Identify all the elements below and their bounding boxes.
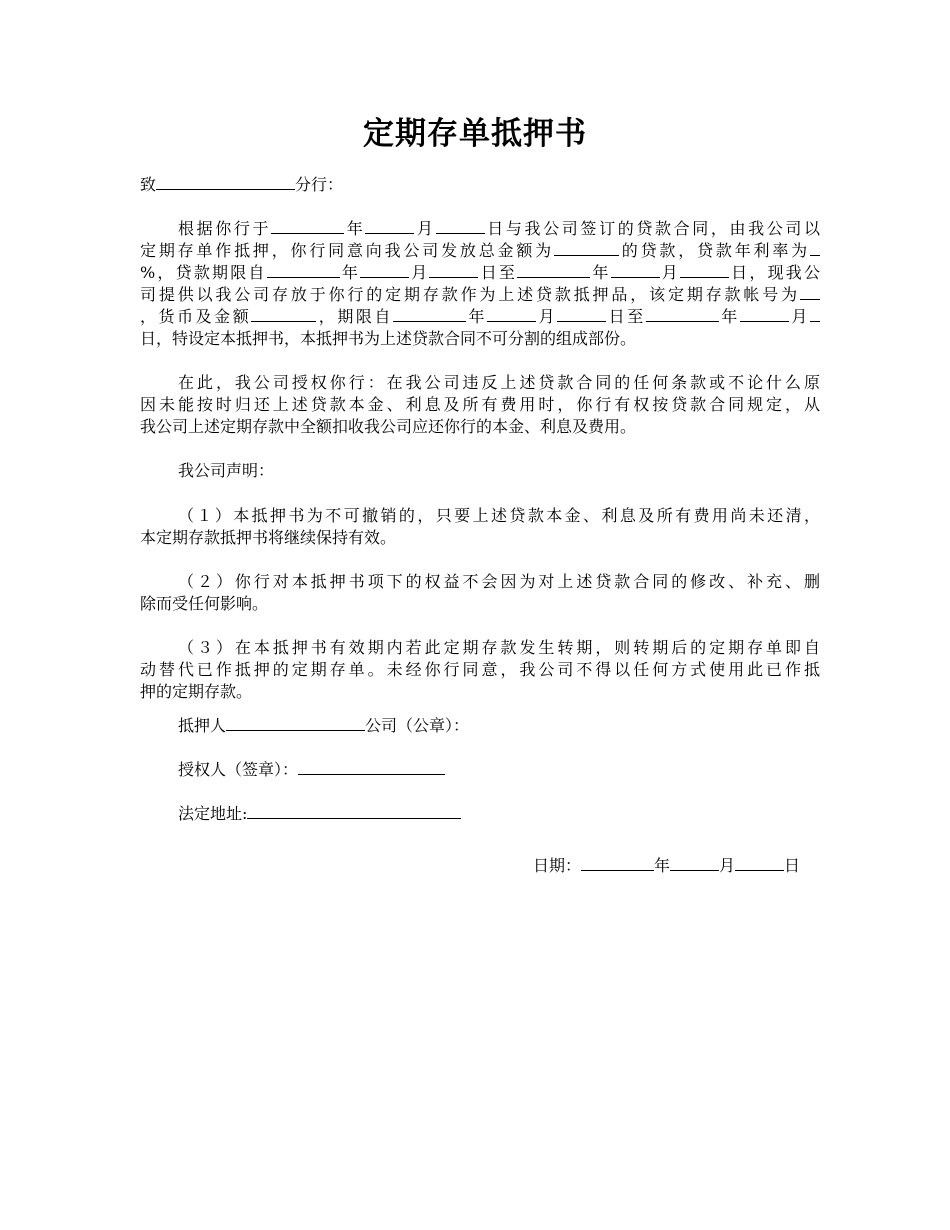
- clause3-line2: 动替代已作抵押的定期存单。未经你行同意，我公司不得以任何方式使用此已作抵: [140, 660, 820, 679]
- legal-address-line: 法定地址:: [178, 803, 461, 824]
- authorized-signature-blank[interactable]: [298, 759, 445, 775]
- paragraph1-line1: 根据你行于 年 月 日与我公司签订的贷款合同，由我公司以: [178, 219, 820, 238]
- term-start-month-blank[interactable]: [360, 262, 409, 278]
- deposit-start-year-blank[interactable]: [393, 306, 466, 322]
- legal-address-blank[interactable]: [247, 803, 461, 819]
- clause2-line1: （２）你行对本抵押书项下的权益不会因为对上述贷款合同的修改、补充、删: [178, 572, 820, 591]
- deposit-end-day-blank[interactable]: [810, 306, 820, 322]
- clause2-line2: 除而受任何影响。: [140, 594, 269, 613]
- authorized-person-line: 授权人（签章）：: [178, 759, 445, 780]
- paragraph1-line6: 日，特设定本抵押书，本抵押书为上述贷款合同不可分割的组成部份。: [140, 329, 637, 348]
- term-start-day-blank[interactable]: [429, 262, 478, 278]
- paragraph1-line2: 定期存单作抵押，你行同意向我公司发放总金额为 的贷款，贷款年利率为: [140, 240, 820, 261]
- paragraph1-line4: 司提供以我公司存放于你行的定期存款作为上述贷款抵押品，该定期存款帐号为: [140, 284, 820, 305]
- deposit-start-month-blank[interactable]: [487, 306, 536, 322]
- salutation-suffix: 分行：: [295, 175, 344, 194]
- currency-amount-blank[interactable]: [251, 306, 316, 322]
- paragraph2-line2: 因未能按时归还上述贷款本金、利息及所有费用时，你行有权按贷款合同规定，从: [140, 395, 820, 414]
- paragraph1-line3: %，贷款期限自 年 月 日至 年 月 日，现我公: [140, 263, 820, 282]
- pledgor-line: 抵押人 公司（公章）：: [178, 716, 470, 735]
- pledgor-name-blank[interactable]: [226, 715, 365, 731]
- clause1-line1: （１）本抵押书为不可撤销的，只要上述贷款本金、利息及所有费用尚未还清，: [178, 506, 820, 525]
- declaration-heading: 我公司声明：: [178, 461, 275, 480]
- salutation: [140, 174, 820, 195]
- term-start-year-blank[interactable]: [267, 262, 340, 278]
- contract-year-blank[interactable]: [271, 218, 344, 234]
- date-line: 日期： 年 月 日: [533, 856, 801, 875]
- date-year-blank[interactable]: [581, 855, 654, 871]
- deposit-start-day-blank[interactable]: [557, 306, 606, 322]
- document-title: 定期存单抵押书: [363, 116, 587, 152]
- loan-amount-blank[interactable]: [554, 240, 619, 256]
- clause1-line2: 本定期存款抵押书将继续保持有效。: [140, 528, 397, 547]
- paragraph2-line1: 在此，我公司授权你行：在我公司违反上述贷款合同的任何条款或不论什么原: [178, 373, 820, 392]
- deposit-end-year-blank[interactable]: [646, 306, 719, 322]
- clause3-line3: 押的定期存款。: [140, 682, 253, 701]
- term-end-month-blank[interactable]: [611, 262, 660, 278]
- contract-day-blank[interactable]: [436, 218, 485, 234]
- date-label: 日期：: [533, 856, 582, 875]
- account-number-blank[interactable]: [800, 284, 820, 300]
- term-end-day-blank[interactable]: [680, 262, 729, 278]
- paragraph1-line5: ，货币及金额 ，期限自 年 月 日至 年 月: [140, 306, 820, 327]
- contract-month-blank[interactable]: [365, 218, 414, 234]
- interest-rate-blank[interactable]: [810, 240, 820, 256]
- branch-name-blank[interactable]: [156, 174, 295, 190]
- clause3-line1: （３）在本抵押书有效期内若此定期存款发生转期，则转期后的定期存单即自: [178, 638, 820, 657]
- paragraph2-line3: 我公司上述定期存款中全额扣收我公司应还你行的本金、利息及费用。: [140, 417, 637, 436]
- date-day-blank[interactable]: [735, 855, 784, 871]
- deposit-end-month-blank[interactable]: [740, 306, 789, 322]
- date-month-blank[interactable]: [670, 855, 719, 871]
- salutation-prefix: 致: [140, 175, 157, 194]
- term-end-year-blank[interactable]: [517, 262, 590, 278]
